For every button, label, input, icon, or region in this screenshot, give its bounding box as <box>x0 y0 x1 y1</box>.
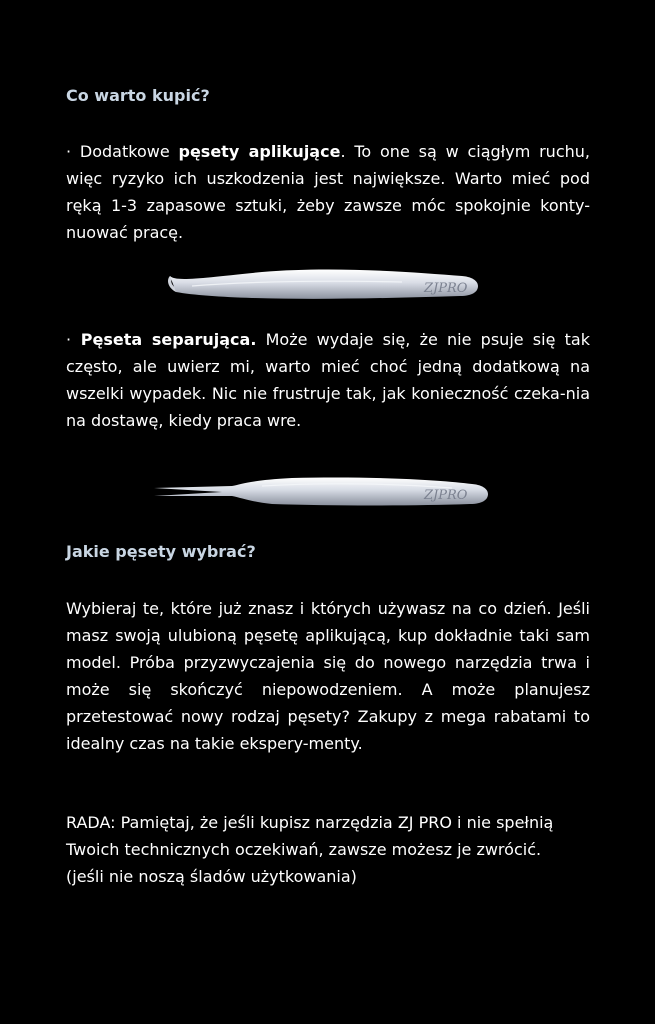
bullet-separating-tweezer <box>66 326 590 434</box>
brand-logo: ZJPRO <box>424 281 468 296</box>
bullet-bold-term: Pęseta separująca. <box>71 330 257 349</box>
separating-tweezer-image <box>152 474 492 512</box>
bullet-bold-term: pęsety aplikujące <box>178 142 341 161</box>
advice-block <box>66 809 590 890</box>
advice-line: RADA: Pamiętaj, że jeśli kupisz narzędzia ZJ PRO i nie spełnią <box>66 813 554 832</box>
bullet-applying-tweezers <box>66 138 590 246</box>
section-heading-which-tweezers: Jakie pęsety wybrać? <box>66 542 256 561</box>
section-heading-what-to-buy: Co warto kupić? <box>66 86 210 105</box>
bullet-text-body: . To one są w ciągłym ruchu, więc ryzyko ich uszkodzenia jest największe. Warto mieć pod ręką 1-3 zapasowe sztuki, żeby zawsze móc spokojnie konty-nuować pracę. <box>66 142 590 242</box>
bullet-marker: · <box>66 142 72 161</box>
brand-logo: ZJPRO <box>424 488 468 503</box>
advice-line: (jeśli nie noszą śladów użytkowania) <box>66 867 357 886</box>
bullet-text-body: Może wydaje się, że nie psuje się tak często, ale uwierz mi, warto mieć choć jedną dodatkową na wszelki wypadek. Nic nie frustruje tak, jak konieczność czeka-nia na dostawę, kiedy praca wre. <box>66 330 590 430</box>
applying-tweezer-image <box>162 262 482 304</box>
section-body-choose-tweezers: Wybieraj te, które już znasz i których używasz na co dzień. Jeśli masz swoją ulubioną pęsetę aplikującą, kup dokładnie taki sam model. Próba przyzwyczajenia się do nowego narzędzia trwa i może się skończyć niepowodzeniem. A może planujesz przetestować nowy rodzaj pęsety? Zakupy z mega rabatami to idealny czas na takie ekspery-menty. <box>66 599 590 753</box>
bullet-text-intro: Dodatkowe <box>71 142 179 161</box>
advice-line: Twoich technicznych oczekiwań, zawsze możesz je zwrócić. <box>66 840 542 859</box>
bullet-marker: · <box>66 330 72 349</box>
